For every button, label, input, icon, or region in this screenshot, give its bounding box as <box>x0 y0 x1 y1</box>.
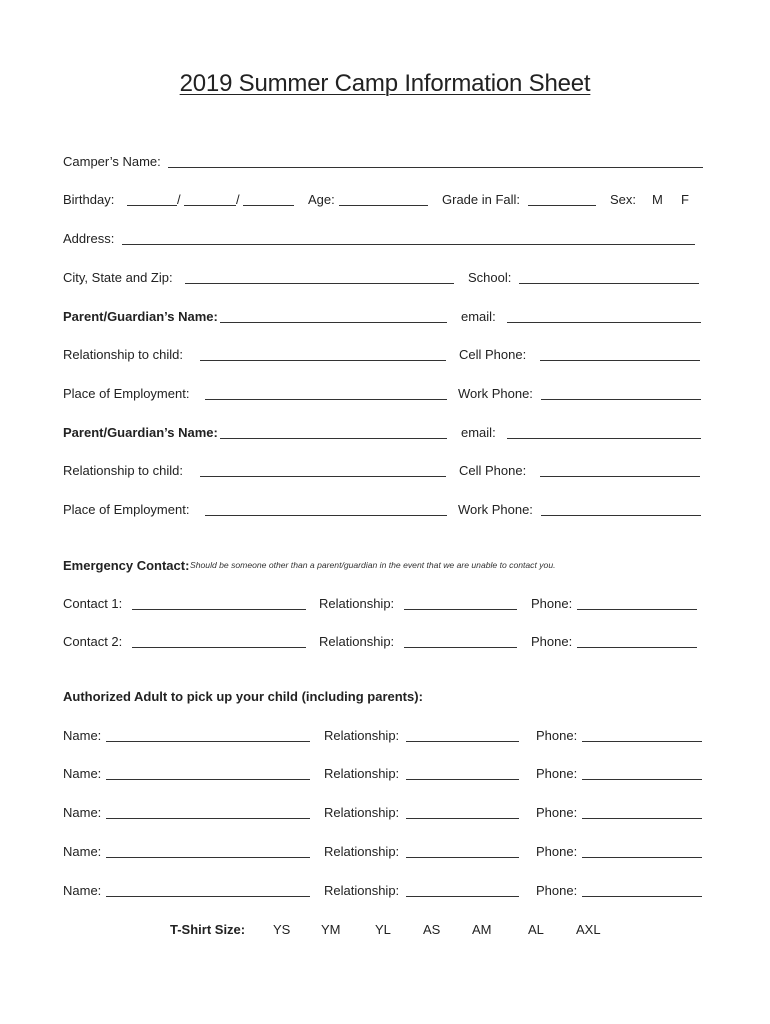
phone-label: Phone: <box>531 596 573 611</box>
phone-label: Phone: <box>536 805 578 820</box>
contact-label: Contact 2: <box>63 634 123 649</box>
authorized-5-name-field[interactable] <box>106 896 310 897</box>
parent-1-employment-row <box>0 385 770 407</box>
authorized-2-name-field[interactable] <box>106 779 310 780</box>
sex-option-m[interactable]: M <box>652 192 663 207</box>
camper-name-field[interactable] <box>168 167 703 168</box>
contact-1-phone-field[interactable] <box>577 609 697 610</box>
relationship-label: Relationship: <box>319 596 395 611</box>
contact-2-row <box>0 633 770 655</box>
grade-field[interactable] <box>528 205 596 206</box>
work-phone-label: Work Phone: <box>458 386 533 401</box>
parent-1-relationship-row <box>0 346 770 368</box>
address-row <box>0 230 770 252</box>
authorized-4-name-field[interactable] <box>106 857 310 858</box>
relationship-label: Relationship: <box>324 766 400 781</box>
sex-label: Sex: <box>610 192 637 207</box>
parent-2-name-field[interactable] <box>220 438 447 439</box>
grade-label: Grade in Fall: <box>442 192 521 207</box>
parent-1-email-field[interactable] <box>507 322 701 323</box>
authorized-2-phone-field[interactable] <box>582 779 702 780</box>
birthday-month-field[interactable] <box>127 205 177 206</box>
city-school-row <box>0 269 770 291</box>
relationship-label: Relationship: <box>319 634 395 649</box>
relationship-to-child-label: Relationship to child: <box>63 347 183 362</box>
authorized-3-name-field[interactable] <box>106 818 310 819</box>
tshirt-size-option[interactable]: AS <box>423 922 441 937</box>
cell-phone-label: Cell Phone: <box>459 463 527 478</box>
parent-2-cell-phone-field[interactable] <box>540 476 700 477</box>
birthday-row <box>0 191 770 213</box>
authorized-row <box>0 882 770 904</box>
address-label: Address: <box>63 231 115 246</box>
parent-1-cell-phone-field[interactable] <box>540 360 700 361</box>
birthday-day-field[interactable] <box>184 205 236 206</box>
parent-2-employment-field[interactable] <box>205 515 447 516</box>
parent-1-work-phone-field[interactable] <box>541 399 701 400</box>
parent-2-relationship-field[interactable] <box>200 476 446 477</box>
parent-2-relationship-row <box>0 462 770 484</box>
birthday-slash: / <box>236 192 240 207</box>
tshirt-size-option[interactable]: AXL <box>576 922 601 937</box>
name-label: Name: <box>63 883 102 898</box>
authorized-row <box>0 804 770 826</box>
authorized-1-phone-field[interactable] <box>582 741 702 742</box>
work-phone-label: Work Phone: <box>458 502 533 517</box>
parent-2-employment-row <box>0 501 770 523</box>
phone-label: Phone: <box>536 844 578 859</box>
parent-name-label: Parent/Guardian’s Name: <box>63 309 218 324</box>
birthday-year-field[interactable] <box>243 205 294 206</box>
relationship-to-child-label: Relationship to child: <box>63 463 183 478</box>
authorized-adult-heading: Authorized Adult to pick up your child (including parents): <box>63 689 423 704</box>
tshirt-size-option[interactable]: AL <box>528 922 544 937</box>
authorized-adult-heading-row <box>0 688 770 710</box>
contact-1-name-field[interactable] <box>132 609 306 610</box>
contact-1-row <box>0 595 770 617</box>
parent-name-label: Parent/Guardian’s Name: <box>63 425 218 440</box>
address-field[interactable] <box>122 244 695 245</box>
tshirt-size-label: T-Shirt Size: <box>170 922 246 937</box>
relationship-label: Relationship: <box>324 728 400 743</box>
name-label: Name: <box>63 728 102 743</box>
school-label: School: <box>468 270 512 285</box>
parent-2-work-phone-field[interactable] <box>541 515 701 516</box>
cell-phone-label: Cell Phone: <box>459 347 527 362</box>
name-label: Name: <box>63 766 102 781</box>
contact-2-name-field[interactable] <box>132 647 306 648</box>
authorized-2-relationship-field[interactable] <box>406 779 519 780</box>
contact-1-relationship-field[interactable] <box>404 609 517 610</box>
birthday-label: Birthday: <box>63 192 115 207</box>
authorized-3-phone-field[interactable] <box>582 818 702 819</box>
authorized-row <box>0 727 770 749</box>
relationship-label: Relationship: <box>324 805 400 820</box>
tshirt-size-row <box>0 921 770 943</box>
authorized-1-name-field[interactable] <box>106 741 310 742</box>
authorized-5-phone-field[interactable] <box>582 896 702 897</box>
phone-label: Phone: <box>531 634 573 649</box>
name-label: Name: <box>63 844 102 859</box>
contact-2-phone-field[interactable] <box>577 647 697 648</box>
parent-2-name-row <box>0 424 770 446</box>
city-state-zip-field[interactable] <box>185 283 454 284</box>
city-state-zip-label: City, State and Zip: <box>63 270 173 285</box>
phone-label: Phone: <box>536 766 578 781</box>
relationship-label: Relationship: <box>324 844 400 859</box>
camper-name-label: Camper’s Name: <box>63 154 161 169</box>
emergency-contact-note: Should be someone other than a parent/guardian in the event that we are unable to contact you. <box>190 560 556 570</box>
tshirt-size-option[interactable]: YM <box>321 922 341 937</box>
emergency-contact-heading: Emergency Contact: <box>63 558 190 573</box>
camper-name-row <box>0 153 770 175</box>
phone-label: Phone: <box>536 728 578 743</box>
email-label: email: <box>461 309 496 324</box>
parent-1-relationship-field[interactable] <box>200 360 446 361</box>
place-of-employment-label: Place of Employment: <box>63 386 190 401</box>
contact-label: Contact 1: <box>63 596 123 611</box>
authorized-5-relationship-field[interactable] <box>406 896 519 897</box>
age-label: Age: <box>308 192 335 207</box>
place-of-employment-label: Place of Employment: <box>63 502 190 517</box>
authorized-4-phone-field[interactable] <box>582 857 702 858</box>
sex-option-f[interactable]: F <box>681 192 689 207</box>
phone-label: Phone: <box>536 883 578 898</box>
authorized-4-relationship-field[interactable] <box>406 857 519 858</box>
parent-1-name-field[interactable] <box>220 322 447 323</box>
school-field[interactable] <box>519 283 699 284</box>
relationship-label: Relationship: <box>324 883 400 898</box>
parent-2-email-field[interactable] <box>507 438 701 439</box>
authorized-row <box>0 843 770 865</box>
email-label: email: <box>461 425 496 440</box>
authorized-3-relationship-field[interactable] <box>406 818 519 819</box>
tshirt-size-option[interactable]: YS <box>273 922 291 937</box>
birthday-slash: / <box>177 192 181 207</box>
name-label: Name: <box>63 805 102 820</box>
parent-1-employment-field[interactable] <box>205 399 447 400</box>
emergency-contact-heading-row <box>0 557 770 579</box>
authorized-row <box>0 765 770 787</box>
tshirt-size-option[interactable]: YL <box>375 922 391 937</box>
parent-1-name-row <box>0 308 770 330</box>
page-title: 2019 Summer Camp Information Sheet <box>179 70 591 97</box>
age-field[interactable] <box>339 205 428 206</box>
authorized-1-relationship-field[interactable] <box>406 741 519 742</box>
contact-2-relationship-field[interactable] <box>404 647 517 648</box>
tshirt-size-option[interactable]: AM <box>472 922 492 937</box>
